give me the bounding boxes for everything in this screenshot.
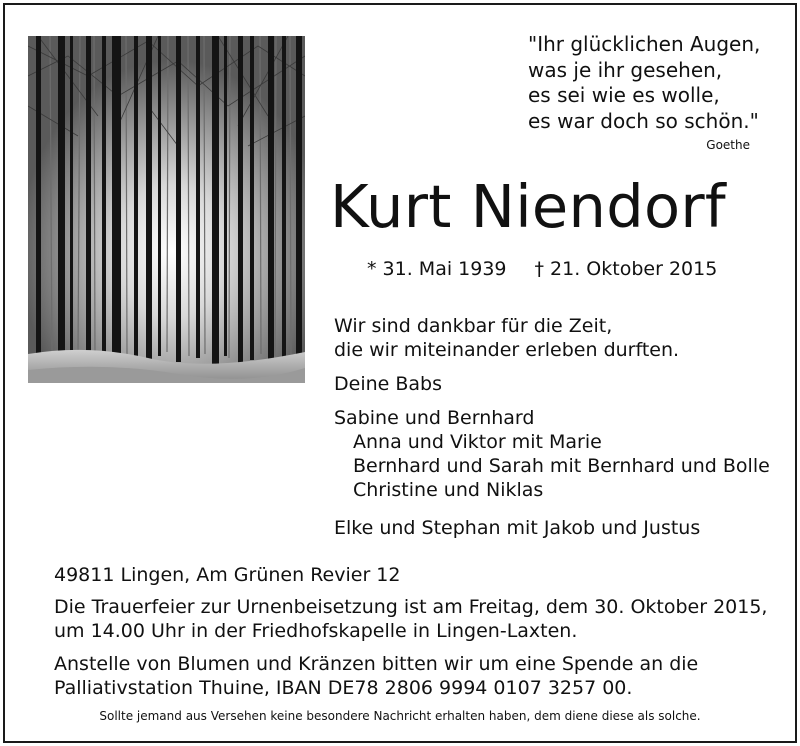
mourner-family-member: Bernhard und Sarah mit Bernhard und Bolle (353, 455, 770, 477)
message-line: die wir miteinander erleben durften. (334, 339, 680, 361)
donation-info (54, 652, 698, 700)
service-info (54, 595, 767, 643)
quote-line: was je ihr gesehen, (528, 57, 723, 82)
goethe-quote (528, 32, 768, 134)
address: 49811 Lingen, Am Grünen Revier 12 (54, 564, 401, 586)
mourner-family-second: Elke und Stephan mit Jakob und Justus (334, 517, 701, 539)
service-line: Die Trauerfeier zur Urnenbeisetzung ist am Freitag, dem 30. Oktober 2015, (54, 596, 768, 618)
donation-line: Anstelle von Blumen und Kränzen bitten wir um eine Spende an die (54, 653, 699, 675)
quote-author: Goethe (706, 138, 750, 152)
quote-line: es sei wie es wolle, (528, 83, 720, 107)
quote-line: "Ihr glücklichen Augen, (528, 32, 761, 56)
mourner-partner: Deine Babs (334, 373, 443, 395)
service-line: um 14.00 Uhr in der Friedhofskapelle in Lingen-Laxten. (54, 620, 578, 642)
mourner-family-list (334, 406, 770, 502)
mourner-family-head: Sabine und Bernhard (334, 407, 535, 429)
life-dates (367, 258, 717, 280)
donation-line: Palliativstation Thuine, IBAN DE78 2806 9994 0107 3257 00. (54, 677, 633, 699)
birth-date: * 31. Mai 1939 (367, 258, 507, 280)
message-line: Wir sind dankbar für die Zeit, (334, 315, 613, 337)
death-date: † 21. Oktober 2015 (534, 258, 718, 280)
quote-line: es war doch so schön." (528, 108, 759, 133)
deceased-name: Kurt Niendorf (330, 172, 726, 241)
winter-forest-photo (28, 36, 305, 383)
mourner-family-member: Christine und Niklas (353, 479, 544, 501)
footnote: Sollte jemand aus Versehen keine besondere Nachricht erhalten haben, dem diene diese als solche. (99, 709, 701, 723)
gratitude-message (334, 314, 679, 362)
mourner-family-member: Anna und Viktor mit Marie (353, 431, 602, 453)
